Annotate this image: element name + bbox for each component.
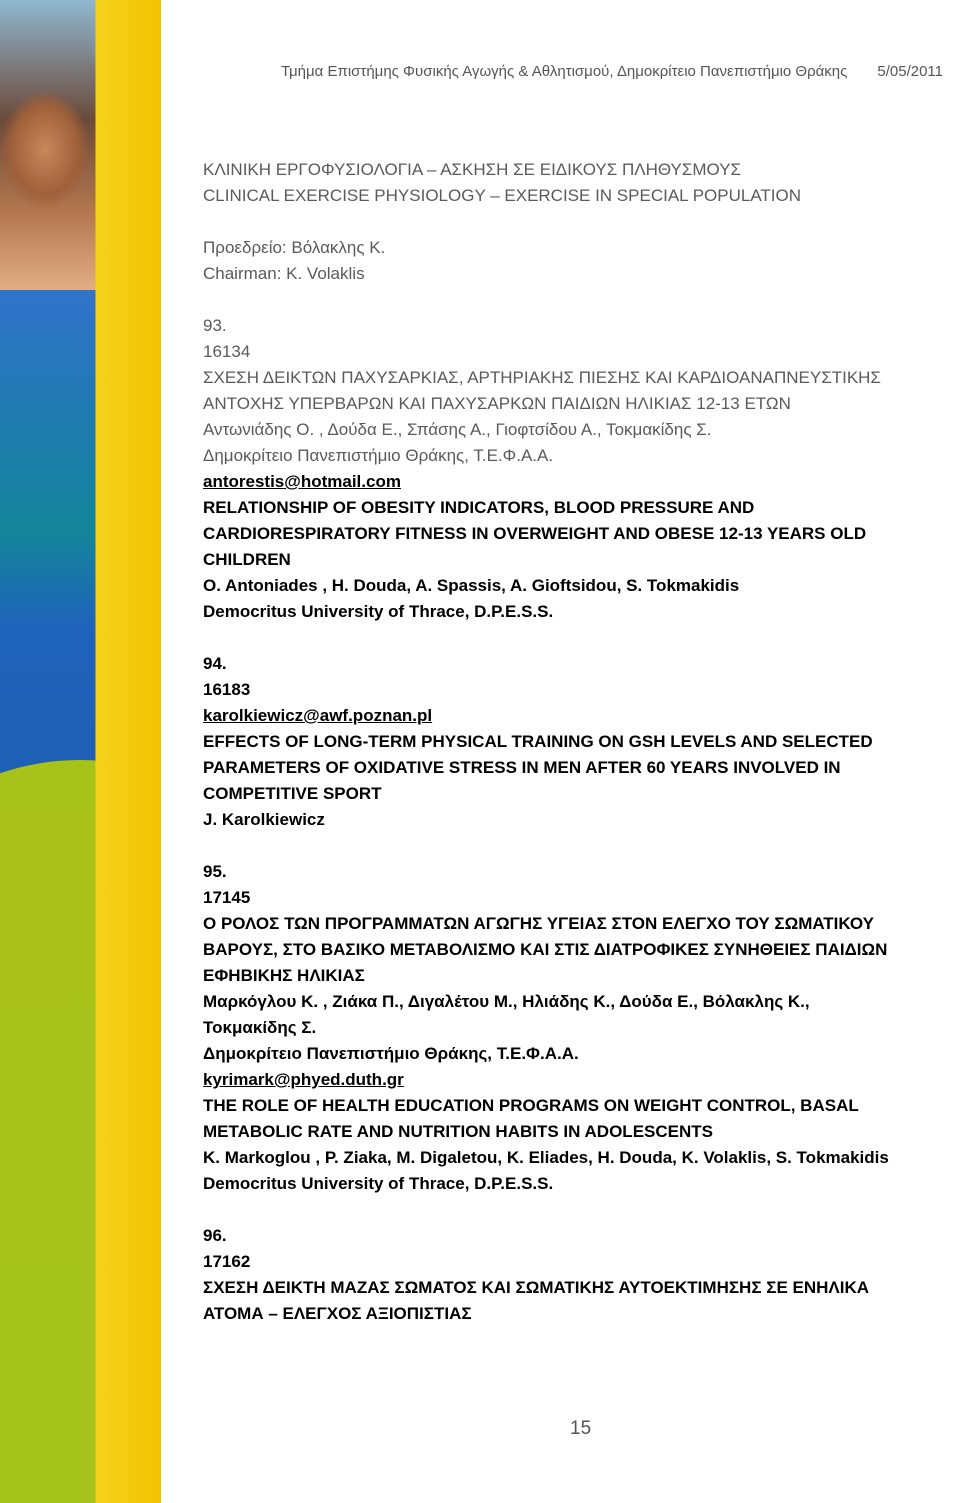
entry-affiliation-greek: Δημοκρίτειο Πανεπιστήμιο Θράκης, Τ.Ε.Φ.Α.Α. bbox=[203, 446, 554, 465]
entry-title-greek-line: ΕΦΗΒΙΚΗΣ ΗΛΙΚΙΑΣ bbox=[203, 966, 365, 985]
session-chair-greek: Προεδρείο: Βόλακλης Κ. bbox=[203, 238, 386, 257]
entry-authors-greek: Αντωνιάδης Ο. , Δούδα Ε., Σπάσης Α., Γιοφτσίδου Α., Τοκμακίδης Σ. bbox=[203, 420, 712, 439]
entry-email-link[interactable]: karolkiewicz@awf.poznan.pl bbox=[203, 706, 433, 725]
session-chair-english: Chairman: K. Volaklis bbox=[203, 264, 365, 283]
entry-number: 96. bbox=[203, 1226, 227, 1245]
page-header bbox=[0, 63, 943, 80]
entry-authors-english: O. Antoniades , H. Douda, A. Spassis, A. Gioftsidou, S. Tokmakidis bbox=[203, 576, 740, 595]
entry-id: 16183 bbox=[203, 680, 251, 699]
entry-id: 17162 bbox=[203, 1252, 251, 1271]
entry-title-english-line: CARDIORESPIRATORY FITNESS IN OVERWEIGHT AND OBESE 12-13 YEARS OLD bbox=[203, 524, 867, 543]
entry-title-english-line: THE ROLE OF HEALTH EDUCATION PROGRAMS ON WEIGHT CONTROL, BASAL bbox=[203, 1096, 859, 1115]
entry-email-link[interactable]: kyrimark@phyed.duth.gr bbox=[203, 1070, 404, 1089]
entry-title-greek-line: ΑΝΤΟΧΗΣ ΥΠΕΡΒΑΡΩΝ ΚΑΙ ΠΑΧΥΣΑΡΚΩΝ ΠΑΙΔΙΩΝ ΗΛΙΚΙΑΣ 12-13 ΕΤΩΝ bbox=[203, 394, 791, 413]
session-title-english: CLINICAL EXERCISE PHYSIOLOGY – EXERCISE IN SPECIAL POPULATION bbox=[203, 186, 802, 205]
page-number: 15 bbox=[570, 1418, 592, 1439]
header-institution: Τμήμα Επιστήμης Φυσικής Αγωγής & Αθλητισμού, Δημοκρίτειο Πανεπιστήμιο Θράκης bbox=[280, 63, 848, 80]
entry-title-greek-line: ΒΑΡΟΥΣ, ΣΤΟ ΒΑΣΙΚΟ ΜΕΤΑΒΟΛΙΣΜΟ ΚΑΙ ΣΤΙΣ ΔΙΑΤΡΟΦΙΚΕΣ ΣΥΝΗΘΕΙΕΣ ΠΑΙΔΙΩΝ bbox=[203, 940, 888, 959]
entry-id: 16134 bbox=[203, 342, 251, 361]
entry-number: 95. bbox=[203, 862, 227, 881]
entry-title-english-line: PARAMETERS OF OXIDATIVE STRESS IN MEN AFTER 60 YEARS INVOLVED IN bbox=[203, 758, 841, 777]
yellow-band bbox=[0, 0, 161, 1503]
session-title-greek: ΚΛΙΝΙΚΗ ΕΡΓΟΦΥΣΙΟΛΟΓΙΑ – ΑΣΚΗΣΗ ΣΕ ΕΙΔΙΚΟΥΣ ΠΛΗΘΥΣΜΟΥΣ bbox=[203, 160, 742, 179]
entry-id: 17145 bbox=[203, 888, 251, 907]
entry-authors-english: J. Karolkiewicz bbox=[203, 810, 325, 829]
entry-title-english-line: COMPETITIVE SPORT bbox=[203, 784, 382, 803]
entry-title-english-line: METABOLIC RATE AND NUTRITION HABITS IN ADOLESCENTS bbox=[203, 1122, 713, 1141]
entry-affiliation-english: Democritus University of Thrace, D.P.E.S.S. bbox=[203, 602, 554, 621]
entry-title-greek-line: Ο ΡΟΛΟΣ ΤΩΝ ΠΡΟΓΡΑΜΜΑΤΩΝ ΑΓΩΓΗΣ ΥΓΕΙΑΣ ΣΤΟΝ ΕΛΕΓΧΟ ΤΟΥ ΣΩΜΑΤΙΚΟΥ bbox=[203, 914, 874, 933]
decorative-side-strip bbox=[0, 0, 161, 1503]
entry-affiliation-greek: Δημοκρίτειο Πανεπιστήμιο Θράκης, Τ.Ε.Φ.Α.Α. bbox=[203, 1044, 579, 1063]
entry-email-link[interactable]: antorestis@hotmail.com bbox=[203, 472, 401, 491]
header-date: 5/05/2011 bbox=[877, 63, 943, 80]
entry-number: 93. bbox=[203, 316, 227, 335]
entry-number: 94. bbox=[203, 654, 227, 673]
entry-title-english-line: CHILDREN bbox=[203, 550, 291, 569]
entry-title-greek-line: ΣΧΕΣΗ ΔΕΙΚΤΗ ΜΑΖΑΣ ΣΩΜΑΤΟΣ ΚΑΙ ΣΩΜΑΤΙΚΗΣ ΑΥΤΟΕΚΤΙΜΗΣΗΣ ΣΕ ΕΝΗΛΙΚΑ bbox=[203, 1278, 870, 1297]
entry-authors-greek-line: Μαρκόγλου Κ. , Ζιάκα Π., Διγαλέτου Μ., Ηλιάδης Κ., Δούδα Ε., Βόλακλης Κ., bbox=[203, 992, 810, 1011]
entry-authors-greek-line: Τοκμακίδης Σ. bbox=[203, 1018, 317, 1037]
entry-title-english-line: EFFECTS OF LONG-TERM PHYSICAL TRAINING ON GSH LEVELS AND SELECTED bbox=[203, 732, 873, 751]
entry-title-english-line: RELATIONSHIP OF OBESITY INDICATORS, BLOOD PRESSURE AND bbox=[203, 498, 755, 517]
entry-title-greek-line: ΣΧΕΣΗ ΔΕΙΚΤΩΝ ΠΑΧΥΣΑΡΚΙΑΣ, ΑΡΤΗΡΙΑΚΗΣ ΠΙΕΣΗΣ ΚΑΙ ΚΑΡΔΙΟΑΝΑΠΝΕΥΣΤΙΚΗΣ bbox=[203, 368, 881, 387]
entry-authors-english: K. Markoglou , P. Ziaka, M. Digaletou, K. Eliades, H. Douda, K. Volaklis, S. Tokmakidis bbox=[203, 1148, 889, 1167]
entry-title-greek-line: ΑΤΟΜΑ – ΕΛΕΓΧΟΣ ΑΞΙΟΠΙΣΤΙΑΣ bbox=[203, 1304, 472, 1323]
entry-affiliation-english: Democritus University of Thrace, D.P.E.S.S. bbox=[203, 1174, 554, 1193]
